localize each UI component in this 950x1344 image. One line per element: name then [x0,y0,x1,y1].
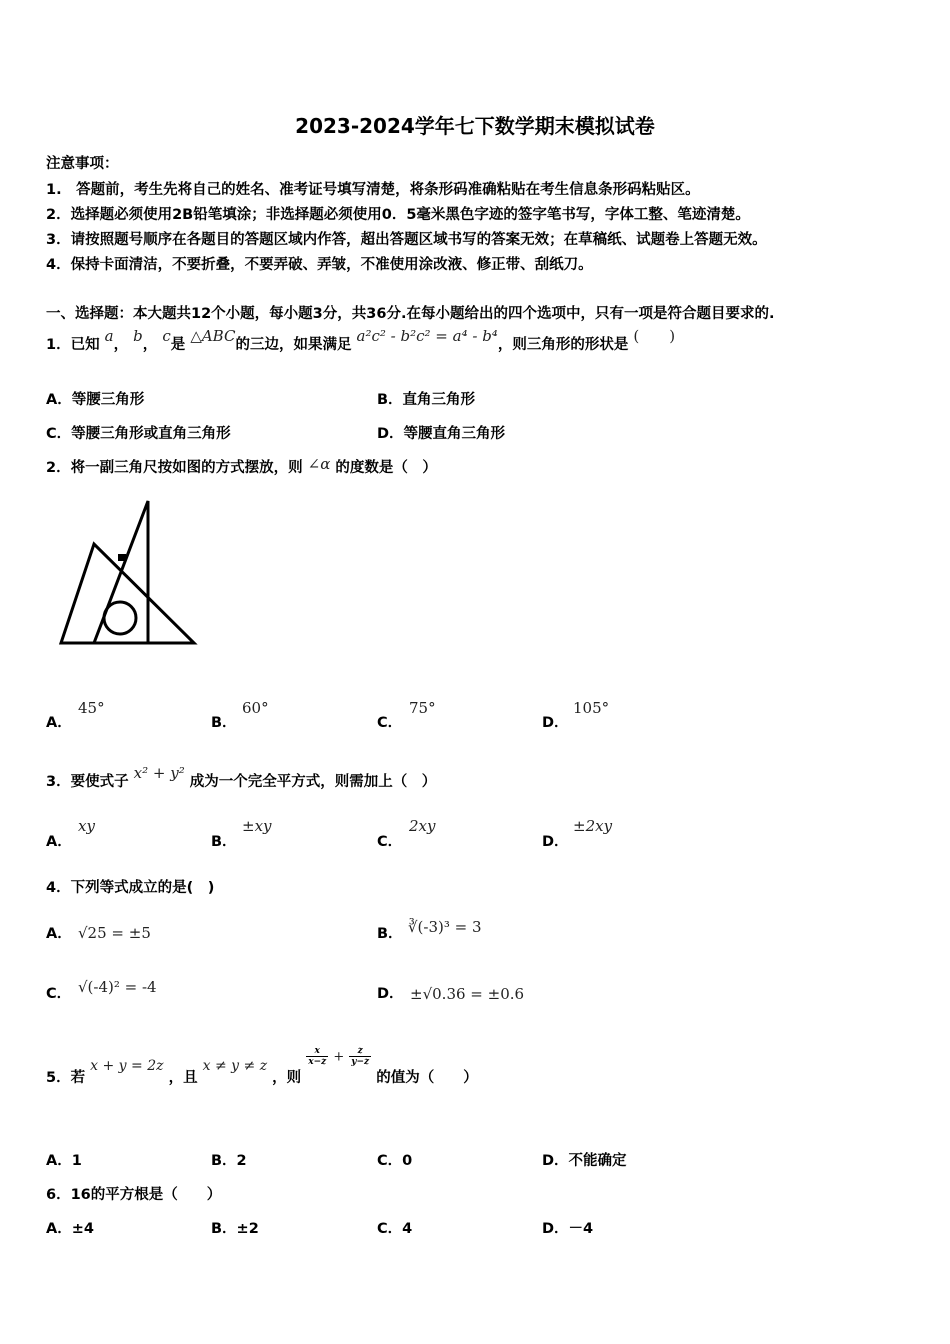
q3-option-c-value: 2xy [409,817,436,835]
question-1 [46,327,676,354]
q5-text-1: 5．若 [46,1070,86,1086]
q1-equation: a²c² - b²c² = a⁴ - b⁴ [356,327,498,345]
q1-sep-2: ， [142,337,158,353]
q5-text-2: ，且 [168,1070,198,1086]
q2-triangle-figure [55,496,200,651]
q1-var-b: b [133,327,143,345]
q3-option-d-value: ±2xy [573,817,613,835]
q1-option-a[interactable]: A．等腰三角形 [46,392,145,408]
q4-option-d-label[interactable]: D． [377,986,404,1002]
q1-option-d[interactable]: D．等腰直角三角形 [377,426,506,442]
q5-fraction-1-den: x−z [308,1056,327,1067]
notice-heading: 注意事项： [46,156,119,172]
q6-option-c[interactable]: C．4 [377,1221,413,1237]
triangle-ruler-30-60 [94,501,148,643]
q2-angle: ∠α [307,455,331,473]
q6-option-a[interactable]: A．±4 [46,1221,94,1237]
q3-text-1: 3．要使式子 [46,774,129,790]
q5-fraction-expression [306,1046,371,1067]
q5-text-4: 的值为（ ） [376,1070,478,1086]
q1-option-b[interactable]: B．直角三角形 [377,392,476,408]
q1-text-3: ，则三角形的形状是 [497,337,629,353]
angle-alpha-marker [118,554,126,561]
q2-option-a-value: 45° [78,699,105,717]
notice-item-3: 3．请按照题号顺序在各题目的答题区域内作答，超出答题区域书写的答案无效；在草稿纸、试题卷上答题无效。 [46,232,767,248]
q3-option-d-label[interactable]: D． [542,834,569,850]
q5-text-3: ，则 [272,1070,302,1086]
q3-option-c-label[interactable]: C． [377,834,403,850]
q1-text-2: 的三边，如果满足 [235,337,352,353]
q2-option-d-value: 105° [573,699,610,717]
section-heading: 一、选择题：本大题共12个小题，每小题3分，共36分.在每小题给出的四个选项中，只有一项是符合题目要求的. [46,306,775,322]
q1-sep-1: ， [113,337,129,353]
q5-fraction-2 [349,1046,371,1067]
q2-text-1: 2．将一副三角尺按如图的方式摆放，则 [46,460,303,476]
q5-option-b[interactable]: B．2 [211,1153,247,1169]
q1-option-c[interactable]: C．等腰三角形或直角三角形 [46,426,231,442]
q2-option-c-label[interactable]: C． [377,715,403,731]
q1-triangle: △ABC [190,327,236,345]
question-2 [46,456,437,477]
question-3 [46,764,437,791]
q2-option-d-label[interactable]: D． [542,715,569,731]
ruler-hole-circle [104,602,136,634]
q5-fraction-1-num: x [306,1046,328,1057]
q5-plus: + [333,1049,345,1064]
question-5 [46,1045,478,1089]
question-4: 4．下列等式成立的是( ) [46,880,215,896]
q5-equation-1: x + y = 2z [90,1058,164,1074]
q5-fraction-2-num: z [349,1046,371,1057]
q6-option-b[interactable]: B．±2 [211,1221,259,1237]
q3-expression: x² + y² [133,764,185,782]
notice-item-1: 1. 答题前，考生先将自己的姓名、准考证号填写清楚，将条形码准确粘贴在考生信息条形码粘贴区。 [46,182,700,198]
q4-option-c-value: √(-4)² = -4 [78,978,157,996]
q1-var-c: c [162,327,171,345]
q5-option-c[interactable]: C．0 [377,1153,413,1169]
page-title: 2023-2024学年七下数学期末模拟试卷 [295,114,655,138]
q5-equation-2: x ≠ y ≠ z [202,1058,268,1074]
q4-option-c-label[interactable]: C． [46,986,72,1002]
q5-option-d[interactable]: D．不能确定 [542,1153,627,1169]
notice-item-2: 2．选择题必须使用2B铅笔填涂；非选择题必须使用0．5毫米黑色字迹的签字笔书写，字体工整、笔迹清楚。 [46,207,750,223]
q5-fraction-2-den: y−z [351,1056,370,1067]
q1-answer-paren: ( ) [633,327,676,345]
q3-text-2: 成为一个完全平方式，则需加上（ ） [189,774,437,790]
q4-option-d-value: ±√0.36 = ±0.6 [410,985,525,1003]
q3-option-a-label[interactable]: A． [46,834,72,850]
q1-text-is: 是 [170,337,186,353]
q3-option-b-value: ±xy [242,817,272,835]
q4-option-b-value: ∛(-3)³ = 3 [408,918,482,936]
q5-option-a[interactable]: A．1 [46,1153,82,1169]
notice-item-4: 4．保持卡面清洁，不要折叠，不要弄破、弄皱，不准使用涂改液、修正带、刮纸刀。 [46,257,593,273]
q3-option-b-label[interactable]: B． [211,834,237,850]
q6-option-d[interactable]: D．－4 [542,1221,594,1237]
q2-option-a-label[interactable]: A． [46,715,72,731]
q3-option-a-value: xy [78,817,95,835]
q2-option-c-value: 75° [409,699,436,717]
q2-option-b-label[interactable]: B． [211,715,237,731]
q4-option-b-label[interactable]: B． [377,926,403,942]
q2-option-b-value: 60° [242,699,269,717]
q4-option-a-value: √25 = ±5 [78,924,151,942]
q4-option-a-label[interactable]: A． [46,926,72,942]
q1-text-1: 1．已知 [46,337,100,353]
q2-text-2: 的度数是（ ） [335,460,437,476]
q5-fraction-1 [306,1046,328,1067]
q1-var-a: a [104,327,114,345]
question-6: 6．16的平方根是（ ） [46,1187,222,1203]
